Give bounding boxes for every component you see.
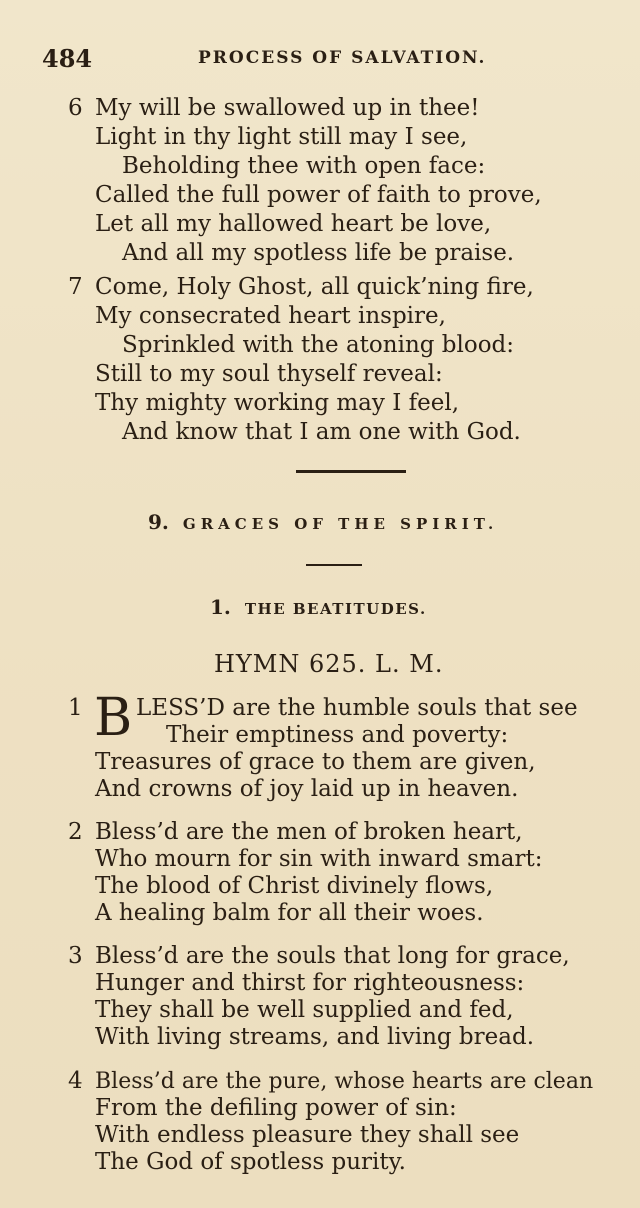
section-heading (148, 510, 498, 534)
section-title: GRACES OF THE SPIRIT. (182, 515, 499, 533)
subsection-title: THE BEATITUDES. (244, 600, 427, 618)
verse-line: LESS’D are the humble souls that see (136, 695, 578, 721)
verse-line: Bless’d are the pure, whose hearts are clean (95, 1069, 594, 1094)
verse-line: A healing balm for all their woes. (95, 900, 484, 926)
verse-line: Let all my hallowed heart be love, (95, 211, 492, 237)
verse-line: Called the full power of faith to prove, (95, 182, 542, 208)
verse-line: And crowns of joy laid up in heaven. (95, 776, 519, 802)
verse-line: My will be swallowed up in thee! (95, 95, 480, 121)
verse-line: Beholding thee with open face: (122, 153, 486, 179)
subsection-heading (210, 595, 427, 619)
verse-line: With living streams, and living bread. (95, 1024, 535, 1050)
verse-line: From the defiling power of sin: (95, 1095, 457, 1121)
verse-line: Still to my soul thyself reveal: (95, 361, 443, 387)
stanza-number: 3 (68, 943, 83, 969)
running-head: PROCESS OF SALVATION. (198, 48, 487, 68)
stanza-number: 2 (68, 819, 83, 845)
verse-line: And all my spotless life be praise. (122, 240, 515, 266)
verse-line: Bless’d are the souls that long for grace, (95, 943, 570, 969)
drop-cap: B (94, 688, 133, 748)
stanza-number: 6 (68, 95, 83, 121)
hymn-title: HYMN 625. L. M. (214, 650, 444, 678)
page-header (0, 44, 640, 74)
stanza-number: 4 (68, 1068, 83, 1094)
verse-line: Treasures of grace to them are given, (95, 749, 536, 775)
verse-line: Come, Holy Ghost, all quick’ning fire, (95, 274, 534, 300)
stanza-number: 1 (68, 695, 83, 721)
verse-line: The God of spotless purity. (95, 1149, 406, 1175)
verse-line: Light in thy light still may I see, (95, 124, 468, 150)
verse-line: They shall be well supplied and fed, (95, 997, 514, 1023)
verse-line: And know that I am one with God. (122, 419, 521, 445)
verse-line: Bless’d are the men of broken heart, (95, 819, 523, 845)
verse-line: My consecrated heart inspire, (95, 303, 446, 329)
section-number: 9. (148, 510, 169, 534)
verse-line: The blood of Christ divinely flows, (95, 873, 494, 899)
page-number: 484 (42, 44, 93, 73)
stanza-number: 7 (68, 274, 83, 300)
verse-line: Their emptiness and poverty: (166, 722, 509, 748)
verse-line: Who mourn for sin with inward smart: (95, 846, 543, 872)
section-divider (296, 470, 406, 473)
verse-line: With endless pleasure they shall see (95, 1122, 520, 1148)
subsection-number: 1. (210, 595, 231, 619)
subsection-divider (306, 564, 362, 566)
verse-line: Hunger and thirst for righteousness: (95, 970, 525, 996)
verse-line: Sprinkled with the atoning blood: (122, 332, 515, 358)
verse-line: Thy mighty working may I feel, (95, 390, 460, 416)
